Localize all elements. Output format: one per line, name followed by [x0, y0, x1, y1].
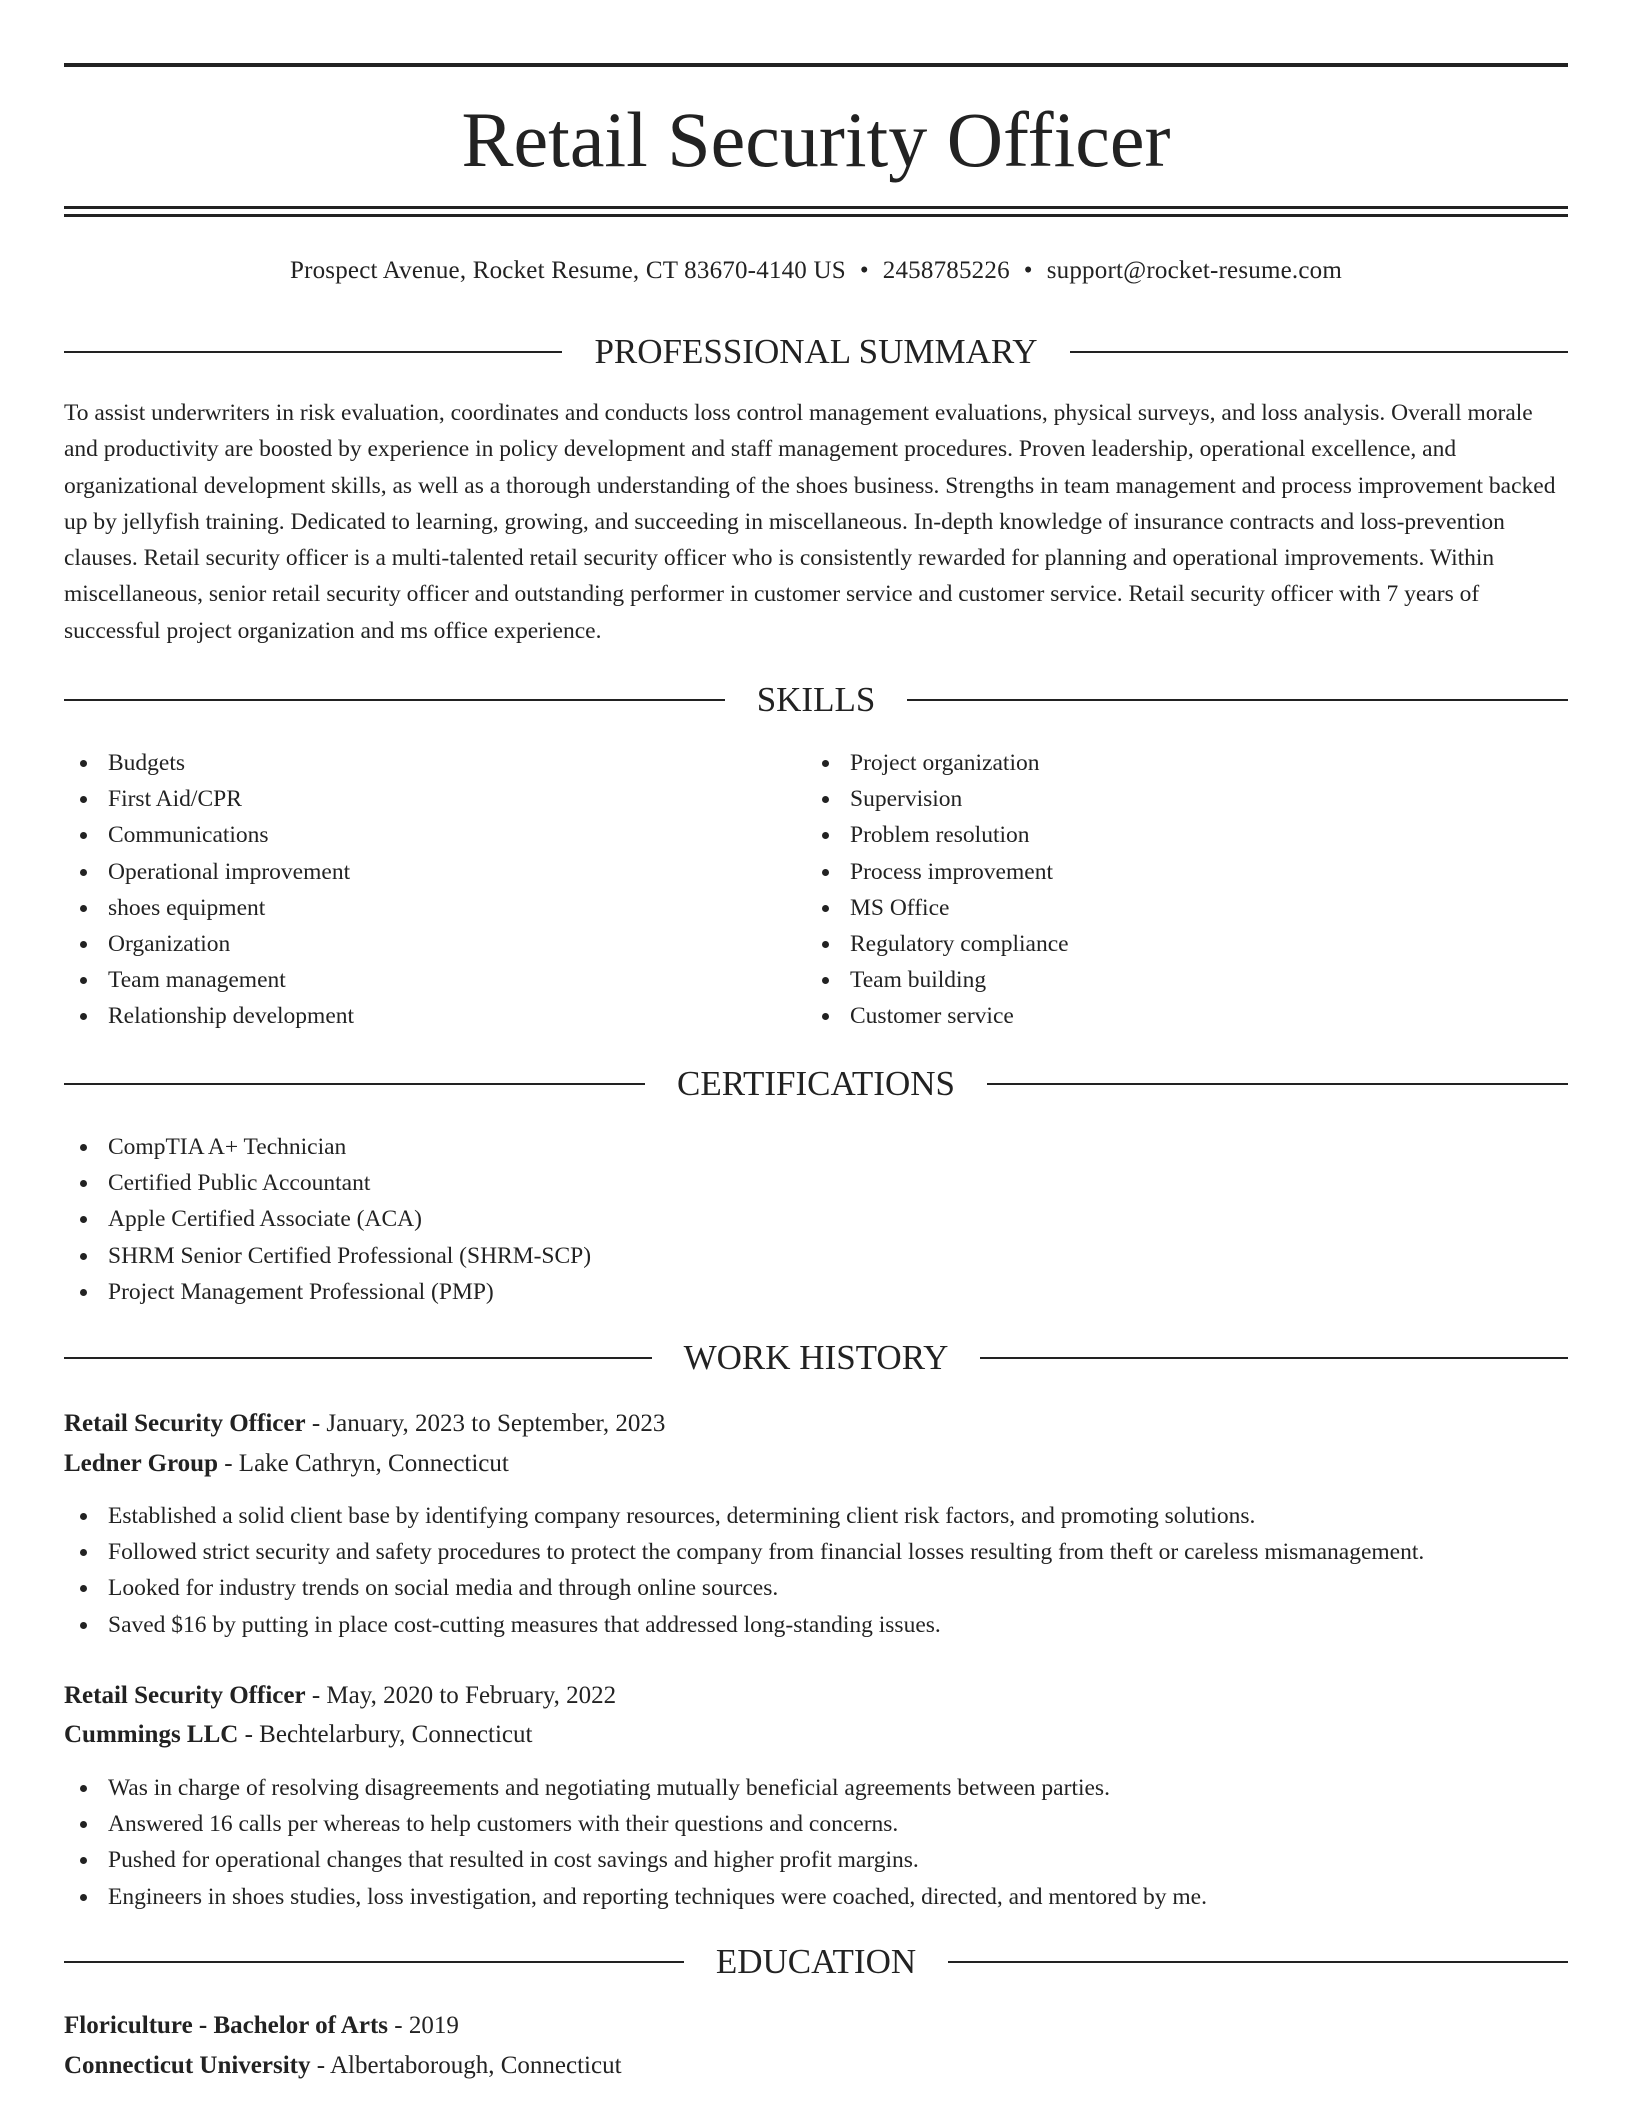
skill-item: Budgets [64, 745, 804, 781]
job-bullet: Followed strict security and safety procedures to protect the company from financial losses resulting from theft or careless mismanagement. [64, 1534, 1568, 1570]
skill-item: Relationship development [64, 998, 804, 1034]
contact-line [64, 252, 1568, 290]
job-title-line [64, 1677, 616, 1715]
skill-item: Customer service [806, 998, 1546, 1034]
job-bullet: Engineers in shoes studies, loss investigation, and reporting techniques were coached, directed, and mentored by me. [64, 1879, 1568, 1915]
contact-address: Prospect Avenue, Rocket Resume, CT 83670-4140 US [289, 257, 846, 284]
job-title-line [64, 1405, 665, 1443]
certifications-list [64, 1129, 1568, 1310]
job-company-line [64, 1716, 532, 1754]
job-bullet: Was in charge of resolving disagreements and negotiating mutually beneficial agreements between parties. [64, 1770, 1568, 1806]
heading-rule [987, 1083, 1568, 1085]
skill-item: First Aid/CPR [64, 781, 804, 817]
skills-section-heading [64, 678, 1568, 722]
skill-item: Communications [64, 817, 804, 853]
education-degree-line [64, 2007, 459, 2045]
skills-heading-label: SKILLS [756, 680, 876, 719]
heading-rule [64, 351, 562, 353]
certification-item: SHRM Senior Certified Professional (SHRM-SCP) [64, 1238, 1568, 1274]
education-location: - Albertaborough, Connecticut [310, 2052, 622, 2079]
skill-item: Supervision [806, 781, 1546, 817]
certification-item: Apple Certified Associate (ACA) [64, 1201, 1568, 1237]
skills-list-left [64, 745, 804, 1035]
certification-item: Certified Public Accountant [64, 1165, 1568, 1201]
skill-item: MS Office [806, 890, 1546, 926]
job-company: Ledner Group [64, 1450, 218, 1477]
skill-item: shoes equipment [64, 890, 804, 926]
top-rule [64, 63, 1568, 67]
resume-title: Retail Security Officer [461, 96, 1171, 183]
certification-item: Project Management Professional (PMP) [64, 1274, 1568, 1310]
job-bullets [64, 1770, 1568, 1915]
skills-list-right [806, 745, 1546, 1035]
job-bullet: Established a solid client base by identifying company resources, determining client risk factors, and promoting solutions. [64, 1498, 1568, 1534]
title-double-rule-top [64, 206, 1568, 209]
education-section-heading [64, 1940, 1568, 1984]
contact-email: support@rocket-resume.com [1046, 257, 1343, 284]
contact-separator: • [1023, 257, 1033, 284]
skill-item: Regulatory compliance [806, 926, 1546, 962]
skill-item: Problem resolution [806, 817, 1546, 853]
job-company: Cummings LLC [64, 1721, 239, 1748]
job-title: Retail Security Officer [64, 1682, 306, 1709]
education-year: - 2019 [388, 2012, 459, 2039]
heading-rule [64, 699, 725, 701]
certifications-heading-label: CERTIFICATIONS [677, 1064, 955, 1103]
heading-rule [64, 1357, 652, 1359]
job-dates: - January, 2023 to September, 2023 [305, 1410, 666, 1437]
heading-rule [907, 699, 1568, 701]
job-company-line [64, 1445, 509, 1483]
job-bullet: Answered 16 calls per whereas to help customers with their questions and concerns. [64, 1806, 1568, 1842]
job-dates: - May, 2020 to February, 2022 [305, 1682, 617, 1709]
skill-item: Team management [64, 962, 804, 998]
contact-separator: • [859, 257, 869, 284]
heading-rule [948, 1961, 1568, 1963]
job-bullet: Saved $16 by putting in place cost-cutting measures that addressed long-standing issues. [64, 1607, 1568, 1643]
job-title: Retail Security Officer [64, 1410, 306, 1437]
skill-item: Operational improvement [64, 854, 804, 890]
job-bullet: Pushed for operational changes that resulted in cost savings and higher profit margins. [64, 1842, 1568, 1878]
skill-item: Team building [806, 962, 1546, 998]
contact-phone: 2458785226 [882, 257, 1010, 284]
job-bullets [64, 1498, 1568, 1643]
education-heading-label: EDUCATION [715, 1942, 917, 1981]
summary-heading-label: PROFESSIONAL SUMMARY [594, 332, 1038, 371]
skill-item: Process improvement [806, 854, 1546, 890]
heading-rule [64, 1083, 645, 1085]
work-heading-label: WORK HISTORY [683, 1338, 949, 1377]
heading-rule [64, 1961, 684, 1963]
skill-item: Project organization [806, 745, 1546, 781]
skill-item: Organization [64, 926, 804, 962]
summary-section-heading [64, 330, 1568, 374]
heading-rule [1070, 351, 1568, 353]
summary-text: To assist underwriters in risk evaluation, coordinates and conducts loss control management evaluations, physical surveys, and loss analysis. Overall morale and productivity are boosted by experience in policy development and staff management procedures. Proven leadership, operational excellence, and organizational development skills, as well as a thorough understanding of the shoes business. Strengths in team management and process improvement backed up by jellyfish training. Dedicated to learning, growing, and succeeding in miscellaneous. In-depth knowledge of insurance contracts and loss-prevention clauses. Retail security officer is a multi-talented retail security officer who is consistently rewarded for planning and operational improvements. Within miscellaneous, senior retail security officer and outstanding performer in customer service and customer service. Retail security officer with 7 years of successful project organization and ms office experience. [64, 400, 1556, 644]
education-school-line [64, 2047, 622, 2085]
job-bullet: Looked for industry trends on social media and through online sources. [64, 1570, 1568, 1606]
certification-item: CompTIA A+ Technician [64, 1129, 1568, 1165]
work-section-heading [64, 1336, 1568, 1380]
job-location: - Bechtelarbury, Connecticut [238, 1721, 533, 1748]
job-location: - Lake Cathryn, Connecticut [217, 1450, 509, 1477]
heading-rule [980, 1357, 1568, 1359]
title-double-rule-bottom [64, 214, 1568, 217]
education-degree: Floriculture - Bachelor of Arts [64, 2012, 389, 2039]
education-school: Connecticut University [64, 2052, 311, 2079]
certifications-section-heading [64, 1062, 1568, 1106]
